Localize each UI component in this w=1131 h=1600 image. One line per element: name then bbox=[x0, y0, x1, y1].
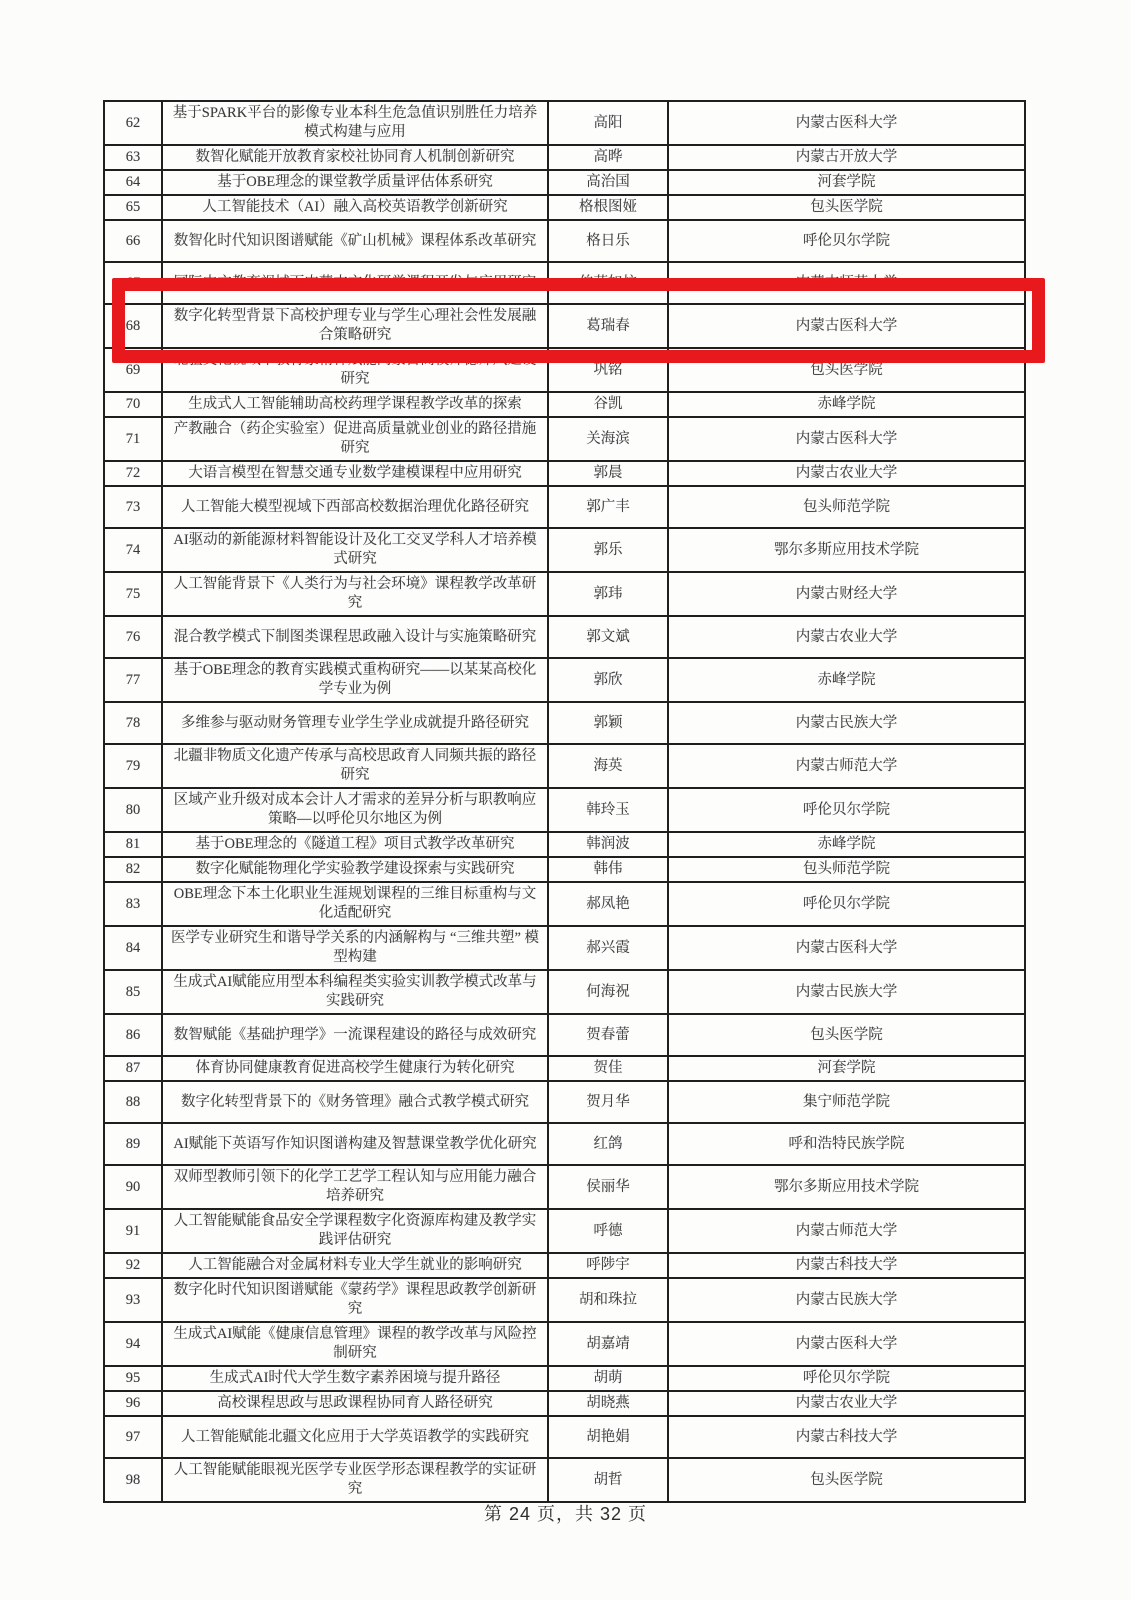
row-number-cell: 93 bbox=[104, 1278, 162, 1322]
table-row bbox=[104, 1253, 1025, 1278]
leader-name-cell: 郭颖 bbox=[548, 702, 668, 744]
institution-cell: 内蒙古医科大学 bbox=[668, 417, 1025, 461]
project-title-cell: 产教融合（药企实验室）促进高质量就业创业的路径措施研究 bbox=[162, 417, 548, 461]
project-title-cell: 多维参与驱动财务管理专业学生学业成就提升路径研究 bbox=[162, 702, 548, 744]
institution-cell: 内蒙古医科大学 bbox=[668, 1322, 1025, 1366]
leader-name-cell: 关海滨 bbox=[548, 417, 668, 461]
table-row bbox=[104, 1123, 1025, 1165]
project-title-cell: 基于OBE理念的教育实践模式重构研究——以某某高校化学专业为例 bbox=[162, 658, 548, 702]
project-title-cell: 数字化赋能物理化学实验教学建设探索与实践研究 bbox=[162, 857, 548, 882]
leader-name-cell: 郝兴霞 bbox=[548, 926, 668, 970]
leader-name-cell: 何海祝 bbox=[548, 970, 668, 1014]
project-title-cell: 人工智能赋能眼视光医学专业医学形态课程教学的实证研究 bbox=[162, 1458, 548, 1502]
table-row bbox=[104, 528, 1025, 572]
row-number-cell: 70 bbox=[104, 392, 162, 417]
project-title-cell: 数字化转型背景下的《财务管理》融合式教学模式研究 bbox=[162, 1081, 548, 1123]
project-title-cell: 数智化赋能开放教育家校社协同育人机制创新研究 bbox=[162, 145, 548, 170]
leader-name-cell: 海英 bbox=[548, 744, 668, 788]
leader-name-cell: 郭欣 bbox=[548, 658, 668, 702]
institution-cell: 包头医学院 bbox=[668, 1014, 1025, 1056]
leader-name-cell: 侯丽华 bbox=[548, 1165, 668, 1209]
table-row bbox=[104, 702, 1025, 744]
row-number-cell: 86 bbox=[104, 1014, 162, 1056]
institution-cell: 包头医学院 bbox=[668, 1458, 1025, 1502]
leader-name-cell: 高治国 bbox=[548, 170, 668, 195]
row-number-cell: 71 bbox=[104, 417, 162, 461]
row-number-cell: 62 bbox=[104, 101, 162, 145]
institution-cell: 内蒙古师范大学 bbox=[668, 262, 1025, 304]
row-number-cell: 97 bbox=[104, 1416, 162, 1458]
row-number-cell: 98 bbox=[104, 1458, 162, 1502]
table-row bbox=[104, 417, 1025, 461]
project-title-cell: 双师型教师引领下的化学工艺学工程认知与应用能力融合培养研究 bbox=[162, 1165, 548, 1209]
table-row bbox=[104, 486, 1025, 528]
institution-cell: 呼伦贝尔学院 bbox=[668, 882, 1025, 926]
row-number-cell: 89 bbox=[104, 1123, 162, 1165]
leader-name-cell: 胡哲 bbox=[548, 1458, 668, 1502]
leader-name-cell: 葛瑞春 bbox=[548, 304, 668, 348]
institution-cell: 呼伦贝尔学院 bbox=[668, 1366, 1025, 1391]
table-row bbox=[104, 170, 1025, 195]
leader-name-cell: 格根图娅 bbox=[548, 195, 668, 220]
institution-cell: 河套学院 bbox=[668, 1056, 1025, 1081]
leader-name-cell: 胡嘉靖 bbox=[548, 1322, 668, 1366]
table-row bbox=[104, 392, 1025, 417]
table-row bbox=[104, 262, 1025, 304]
table-row bbox=[104, 195, 1025, 220]
institution-cell: 呼伦贝尔学院 bbox=[668, 220, 1025, 262]
table-row bbox=[104, 744, 1025, 788]
table-row bbox=[104, 1165, 1025, 1209]
institution-cell: 内蒙古民族大学 bbox=[668, 702, 1025, 744]
project-title-cell: 大语言模型在智慧交通专业数学建模课程中应用研究 bbox=[162, 461, 548, 486]
row-number-cell: 72 bbox=[104, 461, 162, 486]
row-number-cell: 74 bbox=[104, 528, 162, 572]
institution-cell: 赤峰学院 bbox=[668, 832, 1025, 857]
row-number-cell: 88 bbox=[104, 1081, 162, 1123]
leader-name-cell: 胡和珠拉 bbox=[548, 1278, 668, 1322]
leader-name-cell: 郭广丰 bbox=[548, 486, 668, 528]
project-table-body bbox=[104, 101, 1025, 1502]
row-number-cell: 91 bbox=[104, 1209, 162, 1253]
project-title-cell: 混合教学模式下制图类课程思政融入设计与实施策略研究 bbox=[162, 616, 548, 658]
project-title-cell: 北疆非物质文化遗产传承与高校思政育人同频共振的路径研究 bbox=[162, 744, 548, 788]
row-number-cell: 83 bbox=[104, 882, 162, 926]
leader-name-cell: 呼德 bbox=[548, 1209, 668, 1253]
leader-name-cell: 呼陟宇 bbox=[548, 1253, 668, 1278]
project-title-cell: 国际中文教育视域下内蒙古文化研学课程开发与应用研究 bbox=[162, 262, 548, 304]
project-title-cell: 基于SPARK平台的影像专业本科生危急值识别胜任力培养模式构建与应用 bbox=[162, 101, 548, 145]
institution-cell: 鄂尔多斯应用技术学院 bbox=[668, 528, 1025, 572]
leader-name-cell: 郝凤艳 bbox=[548, 882, 668, 926]
table-row bbox=[104, 1322, 1025, 1366]
table-row bbox=[104, 1366, 1025, 1391]
table-row bbox=[104, 1278, 1025, 1322]
leader-name-cell: 韩润波 bbox=[548, 832, 668, 857]
row-number-cell: 64 bbox=[104, 170, 162, 195]
institution-cell: 内蒙古农业大学 bbox=[668, 461, 1025, 486]
row-number-cell: 82 bbox=[104, 857, 162, 882]
leader-name-cell: 胡萌 bbox=[548, 1366, 668, 1391]
row-number-cell: 68 bbox=[104, 304, 162, 348]
leader-name-cell: 高晔 bbox=[548, 145, 668, 170]
institution-cell: 赤峰学院 bbox=[668, 392, 1025, 417]
row-number-cell: 80 bbox=[104, 788, 162, 832]
table-row bbox=[104, 788, 1025, 832]
institution-cell: 鄂尔多斯应用技术学院 bbox=[668, 1165, 1025, 1209]
leader-name-cell: 谷凯 bbox=[548, 392, 668, 417]
project-title-cell: 人工智能赋能食品安全学课程数字化资源库构建及教学实践评估研究 bbox=[162, 1209, 548, 1253]
project-title-cell: 北疆文化视域下教育家精神赋能内蒙古高校师德师风建设研究 bbox=[162, 348, 548, 392]
institution-cell: 内蒙古医科大学 bbox=[668, 926, 1025, 970]
institution-cell: 内蒙古科技大学 bbox=[668, 1253, 1025, 1278]
project-title-cell: 基于OBE理念的课堂教学质量评估体系研究 bbox=[162, 170, 548, 195]
institution-cell: 内蒙古医科大学 bbox=[668, 304, 1025, 348]
table-row bbox=[104, 882, 1025, 926]
project-title-cell: 生成式AI赋能应用型本科编程类实验实训教学模式改革与实践研究 bbox=[162, 970, 548, 1014]
leader-name-cell: 郭玮 bbox=[548, 572, 668, 616]
row-number-cell: 90 bbox=[104, 1165, 162, 1209]
institution-cell: 呼伦贝尔学院 bbox=[668, 788, 1025, 832]
institution-cell: 内蒙古财经大学 bbox=[668, 572, 1025, 616]
table-row bbox=[104, 1081, 1025, 1123]
leader-name-cell: 贺春蕾 bbox=[548, 1014, 668, 1056]
project-title-cell: 区域产业升级对成本会计人才需求的差异分析与职教响应策略—以呼伦贝尔地区为例 bbox=[162, 788, 548, 832]
table-row bbox=[104, 832, 1025, 857]
project-title-cell: 基于OBE理念的《隧道工程》项目式教学改革研究 bbox=[162, 832, 548, 857]
project-title-cell: AI驱动的新能源材料智能设计及化工交叉学科人才培养模式研究 bbox=[162, 528, 548, 572]
leader-name-cell: 高阳 bbox=[548, 101, 668, 145]
row-number-cell: 96 bbox=[104, 1391, 162, 1416]
institution-cell: 内蒙古师范大学 bbox=[668, 744, 1025, 788]
institution-cell: 集宁师范学院 bbox=[668, 1081, 1025, 1123]
project-title-cell: 人工智能技术（AI）融入高校英语教学创新研究 bbox=[162, 195, 548, 220]
row-number-cell: 73 bbox=[104, 486, 162, 528]
leader-name-cell: 格日乐 bbox=[548, 220, 668, 262]
row-number-cell: 69 bbox=[104, 348, 162, 392]
table-row bbox=[104, 304, 1025, 348]
row-number-cell: 85 bbox=[104, 970, 162, 1014]
institution-cell: 呼和浩特民族学院 bbox=[668, 1123, 1025, 1165]
row-number-cell: 66 bbox=[104, 220, 162, 262]
row-number-cell: 75 bbox=[104, 572, 162, 616]
row-number-cell: 78 bbox=[104, 702, 162, 744]
leader-name-cell: 郭乐 bbox=[548, 528, 668, 572]
leader-name-cell: 韩伟 bbox=[548, 857, 668, 882]
institution-cell: 赤峰学院 bbox=[668, 658, 1025, 702]
institution-cell: 内蒙古民族大学 bbox=[668, 1278, 1025, 1322]
leader-name-cell: 胡艳娟 bbox=[548, 1416, 668, 1458]
leader-name-cell: 韩玲玉 bbox=[548, 788, 668, 832]
table-row bbox=[104, 145, 1025, 170]
project-title-cell: 生成式AI时代大学生数字素养困境与提升路径 bbox=[162, 1366, 548, 1391]
institution-cell: 内蒙古科技大学 bbox=[668, 1416, 1025, 1458]
row-number-cell: 65 bbox=[104, 195, 162, 220]
table-row bbox=[104, 461, 1025, 486]
table-row bbox=[104, 1209, 1025, 1253]
row-number-cell: 81 bbox=[104, 832, 162, 857]
institution-cell: 包头医学院 bbox=[668, 195, 1025, 220]
row-number-cell: 87 bbox=[104, 1056, 162, 1081]
institution-cell: 内蒙古农业大学 bbox=[668, 616, 1025, 658]
project-title-cell: 人工智能融合对金属材料专业大学生就业的影响研究 bbox=[162, 1253, 548, 1278]
leader-name-cell: 郭晨 bbox=[548, 461, 668, 486]
leader-name-cell: 贺月华 bbox=[548, 1081, 668, 1123]
table-row bbox=[104, 857, 1025, 882]
row-number-cell: 84 bbox=[104, 926, 162, 970]
project-list-table bbox=[103, 100, 1026, 1503]
table-row bbox=[104, 970, 1025, 1014]
table-row bbox=[104, 616, 1025, 658]
project-title-cell: 高校课程思政与思政课程协同育人路径研究 bbox=[162, 1391, 548, 1416]
leader-name-cell: 贺佳 bbox=[548, 1056, 668, 1081]
project-title-cell: 数智化时代知识图谱赋能《矿山机械》课程体系改革研究 bbox=[162, 220, 548, 262]
project-title-cell: 数字化转型背景下高校护理专业与学生心理社会性发展融合策略研究 bbox=[162, 304, 548, 348]
project-title-cell: 数字化时代知识图谱赋能《蒙药学》课程思政教学创新研究 bbox=[162, 1278, 548, 1322]
project-title-cell: 生成式AI赋能《健康信息管理》课程的教学改革与风险控制研究 bbox=[162, 1322, 548, 1366]
project-title-cell: 人工智能大模型视域下西部高校数据治理优化路径研究 bbox=[162, 486, 548, 528]
table-row bbox=[104, 220, 1025, 262]
table-row bbox=[104, 348, 1025, 392]
row-number-cell: 92 bbox=[104, 1253, 162, 1278]
institution-cell: 内蒙古开放大学 bbox=[668, 145, 1025, 170]
row-number-cell: 94 bbox=[104, 1322, 162, 1366]
project-title-cell: 医学专业研究生和谐导学关系的内涵解构与 “三维共塑” 模型构建 bbox=[162, 926, 548, 970]
table-row bbox=[104, 572, 1025, 616]
project-title-cell: 人工智能赋能北疆文化应用于大学英语教学的实践研究 bbox=[162, 1416, 548, 1458]
row-number-cell: 79 bbox=[104, 744, 162, 788]
row-number-cell: 76 bbox=[104, 616, 162, 658]
table-row bbox=[104, 1458, 1025, 1502]
project-title-cell: 数智赋能《基础护理学》一流课程建设的路径与成效研究 bbox=[162, 1014, 548, 1056]
table-row bbox=[104, 1014, 1025, 1056]
table-row bbox=[104, 926, 1025, 970]
leader-name-cell: 巩铭 bbox=[548, 348, 668, 392]
institution-cell: 包头医学院 bbox=[668, 348, 1025, 392]
institution-cell: 包头师范学院 bbox=[668, 857, 1025, 882]
leader-name-cell: 胡晓燕 bbox=[548, 1391, 668, 1416]
leader-name-cell: 伯萨如拉 bbox=[548, 262, 668, 304]
leader-name-cell: 郭文斌 bbox=[548, 616, 668, 658]
institution-cell: 河套学院 bbox=[668, 170, 1025, 195]
institution-cell: 内蒙古农业大学 bbox=[668, 1391, 1025, 1416]
table-row bbox=[104, 101, 1025, 145]
table-row bbox=[104, 658, 1025, 702]
project-title-cell: AI赋能下英语写作知识图谱构建及智慧课堂教学优化研究 bbox=[162, 1123, 548, 1165]
leader-name-cell: 红鸽 bbox=[548, 1123, 668, 1165]
row-number-cell: 95 bbox=[104, 1366, 162, 1391]
institution-cell: 内蒙古医科大学 bbox=[668, 101, 1025, 145]
institution-cell: 内蒙古民族大学 bbox=[668, 970, 1025, 1014]
project-title-cell: OBE理念下本土化职业生涯规划课程的三维目标重构与文化适配研究 bbox=[162, 882, 548, 926]
row-number-cell: 63 bbox=[104, 145, 162, 170]
project-title-cell: 体育协同健康教育促进高校学生健康行为转化研究 bbox=[162, 1056, 548, 1081]
institution-cell: 内蒙古师范大学 bbox=[668, 1209, 1025, 1253]
project-title-cell: 生成式人工智能辅助高校药理学课程教学改革的探索 bbox=[162, 392, 548, 417]
table-row bbox=[104, 1056, 1025, 1081]
table-row bbox=[104, 1416, 1025, 1458]
page-number-indicator: 第 24 页，共 32 页 bbox=[483, 1504, 648, 1524]
row-number-cell: 67 bbox=[104, 262, 162, 304]
institution-cell: 包头师范学院 bbox=[668, 486, 1025, 528]
table-row bbox=[104, 1391, 1025, 1416]
row-number-cell: 77 bbox=[104, 658, 162, 702]
project-title-cell: 人工智能背景下《人类行为与社会环境》课程教学改革研究 bbox=[162, 572, 548, 616]
